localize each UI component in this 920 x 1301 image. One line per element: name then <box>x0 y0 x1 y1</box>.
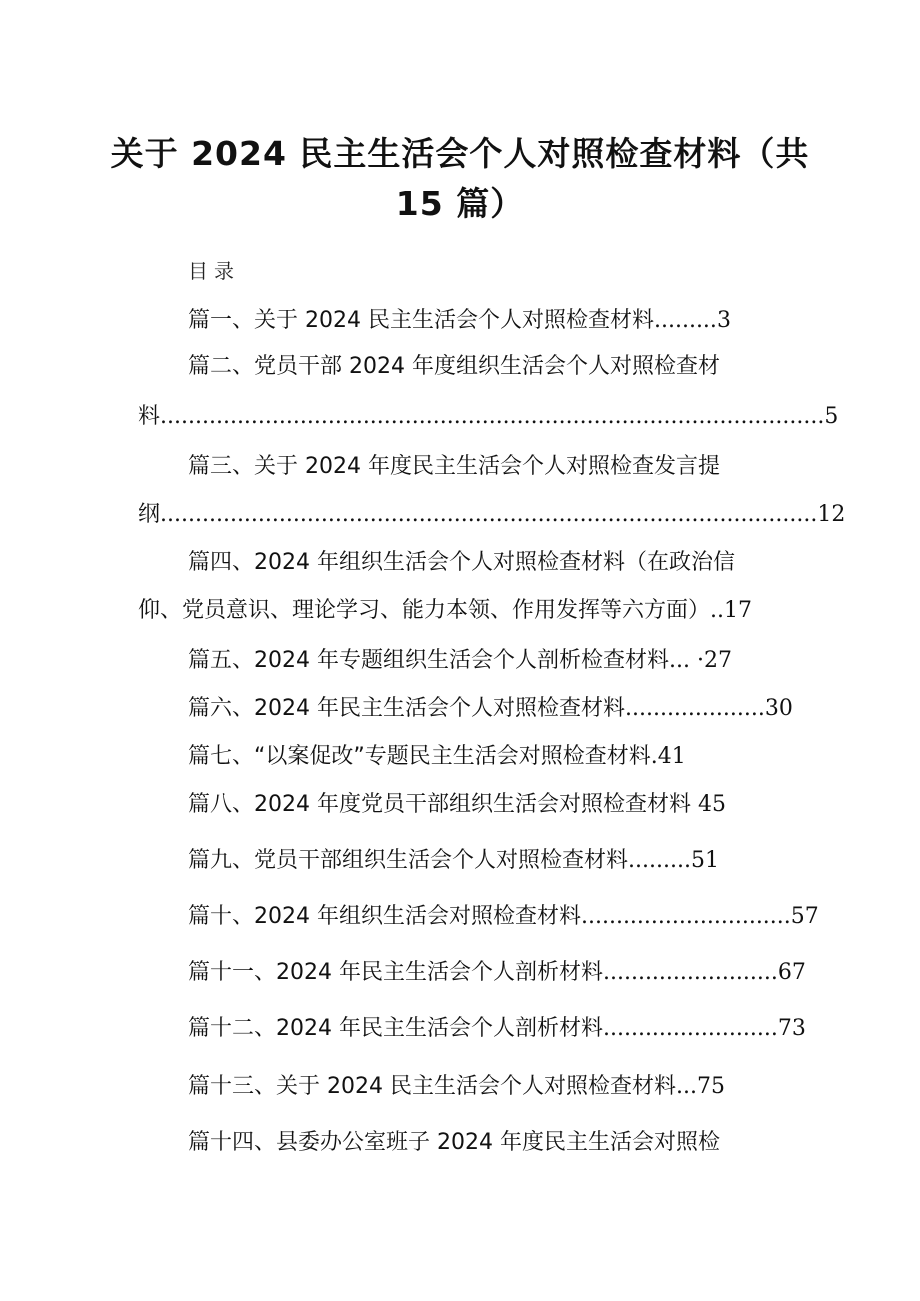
toc-leader: ... <box>675 1074 697 1099</box>
toc-entry-title: 篇二、党员干部 2024 年度组织生活会个人对照检查材 <box>188 354 720 379</box>
toc-page-number: 67 <box>777 960 806 985</box>
toc-entry-4[interactable] <box>188 548 735 578</box>
toc-entry-5[interactable] <box>188 646 732 676</box>
toc-entry-title: 篇三、关于 2024 年度民主生活会个人对照检查发言提 <box>188 454 720 479</box>
toc-entry-2-continued[interactable] <box>138 402 839 432</box>
toc-page-number: 73 <box>777 1016 806 1041</box>
toc-leader: .............................. <box>580 904 791 929</box>
toc-entry-title: 篇五、2024 年专题组织生活会个人剖析检查材料 <box>188 648 669 673</box>
toc-leader: . <box>650 744 658 769</box>
toc-page-number: 41 <box>657 744 686 769</box>
toc-page-number: 3 <box>716 308 731 333</box>
toc-entry-title: 篇十四、县委办公室班子 2024 年度民主生活会对照检 <box>188 1130 720 1155</box>
toc-entry-3-continued[interactable] <box>138 500 846 530</box>
toc-page-number: 51 <box>690 848 719 873</box>
toc-leader: ......................... <box>602 960 778 985</box>
document-title-line-2: 15 篇） <box>395 184 525 223</box>
toc-leader: .. <box>710 598 725 623</box>
toc-entry-4-continued[interactable] <box>138 596 752 626</box>
document-title-line-1: 关于 2024 民主生活会个人对照检查材料（共 <box>110 134 810 173</box>
toc-entry-title: 篇四、2024 年组织生活会个人对照检查材料（在政治信 <box>188 550 735 575</box>
toc-page-number: 75 <box>696 1074 725 1099</box>
toc-entry-title: 篇一、关于 2024 民主生活会个人对照检查材料 <box>188 308 654 333</box>
toc-leader: ......................... <box>602 1016 778 1041</box>
toc-entry-title: 篇七、“以案促改”专题民主生活会对照检查材料 <box>188 744 651 769</box>
toc-entry-12[interactable] <box>188 1014 806 1044</box>
toc-entry-title: 篇八、2024 年度党员干部组织生活会对照检查材料 <box>188 792 691 817</box>
toc-entry-title-continued: 纲 <box>138 502 161 527</box>
toc-entry-13[interactable] <box>188 1072 725 1102</box>
toc-entry-11[interactable] <box>188 958 806 988</box>
toc-entry-6[interactable] <box>188 694 793 724</box>
toc-page-number: 12 <box>817 502 846 527</box>
toc-entry-title: 篇十一、2024 年民主生活会个人剖析材料 <box>188 960 603 985</box>
toc-page-number: 30 <box>764 696 793 721</box>
toc-page-number: 17 <box>724 598 753 623</box>
toc-leader <box>691 790 698 820</box>
toc-entry-title: 篇十、2024 年组织生活会对照检查材料 <box>188 904 581 929</box>
toc-entry-14[interactable] <box>188 1128 720 1158</box>
toc-leader: ... · <box>668 648 704 673</box>
toc-leader: ......... <box>628 848 691 873</box>
toc-page-number: 5 <box>824 404 839 429</box>
toc-entry-2[interactable] <box>188 352 720 382</box>
toc-leader: .................... <box>624 696 765 721</box>
toc-page-number: 45 <box>697 792 726 817</box>
toc-entry-8[interactable] <box>188 790 726 820</box>
toc-heading: 目录 <box>188 259 240 283</box>
toc-entry-title-continued: 仰、党员意识、理论学习、能力本领、作用发挥等六方面） <box>138 598 711 623</box>
toc-entry-title: 篇九、党员干部组织生活会个人对照检查材料 <box>188 848 629 873</box>
toc-entry-title: 篇十三、关于 2024 民主生活会个人对照检查材料 <box>188 1074 676 1099</box>
toc-page-number: 57 <box>790 904 819 929</box>
toc-leader: ......... <box>653 308 717 333</box>
toc-entry-title-continued: 料 <box>138 404 161 429</box>
toc-leader: .............................................................................................. <box>160 502 818 527</box>
toc-entry-9[interactable] <box>188 846 719 876</box>
toc-leader: ............................................................................................... <box>160 404 825 429</box>
toc-entry-3[interactable] <box>188 452 720 482</box>
toc-entry-7[interactable] <box>188 742 686 772</box>
toc-entry-title: 篇六、2024 年民主生活会个人对照检查材料 <box>188 696 625 721</box>
toc-entry-1[interactable] <box>188 306 731 336</box>
toc-entry-10[interactable] <box>188 902 819 932</box>
toc-page-number: 27 <box>703 648 732 673</box>
toc-entry-title: 篇十二、2024 年民主生活会个人剖析材料 <box>188 1016 603 1041</box>
